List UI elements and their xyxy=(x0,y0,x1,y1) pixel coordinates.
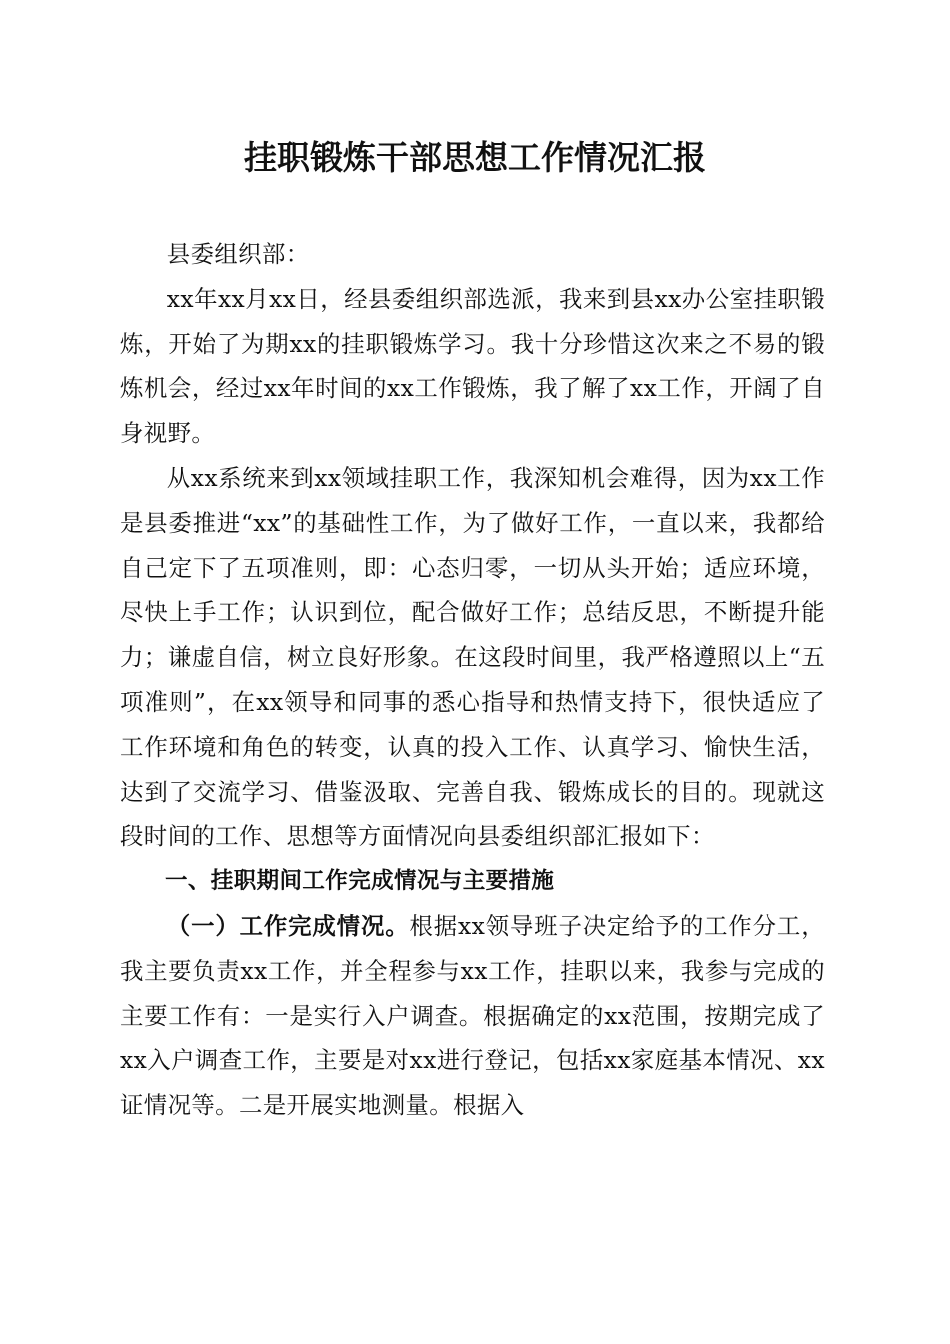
document-title: 挂职锻炼干部思想工作情况汇报 xyxy=(244,138,706,177)
document-body xyxy=(120,232,825,1128)
paragraph-1: xx年xx月xx日，经县委组织部选派，我来到县xx办公室挂职锻炼，开始了为期xx的挂职锻炼学习。我十分珍惜这次来之不易的锻炼机会，经过xx年时间的xx工作锻炼，我了解了xx工作，开阔了自身视野。 xyxy=(120,284,825,448)
salutation: 县委组织部： xyxy=(166,240,310,268)
subsection-heading: （一）工作完成情况。 xyxy=(166,911,410,940)
subsection-text: 根据xx领导班子决定给予的工作分工，我主要负责xx工作，并全程参与xx工作，挂职以来，我参与完成的主要工作有：一是实行入户调查。根据确定的xx范围，按期完成了xx入户调查工作，主要是对xx进行登记，包括xx家庭基本情况、xx证情况等。二是开展实地测量。根据入 xyxy=(120,911,825,1120)
subsection-paragraph xyxy=(120,904,825,1128)
paragraph-2: 从xx系统来到xx领域挂职工作，我深知机会难得，因为xx工作是县委推进“xx”的基础性工作，为了做好工作，一直以来，我都给自己定下了五项准则，即：心态归零，一切从头开始；适应环境，尽快上手工作；认识到位，配合做好工作；总结反思，不断提升能力；谦虚自信，树立良好形象。在这段时间里，我严格遵照以上“五项准则”，在xx领导和同事的悉心指导和热情支持下，很快适应了工作环境和角色的转变，认真的投入工作、认真学习、愉快生活，达到了交流学习、借鉴汲取、完善自我、锻炼成长的目的。现就这段时间的工作、思想等方面情况向县委组织部汇报如下： xyxy=(120,463,825,851)
section-heading: 一、挂职期间工作完成情况与主要措施 xyxy=(165,868,555,895)
